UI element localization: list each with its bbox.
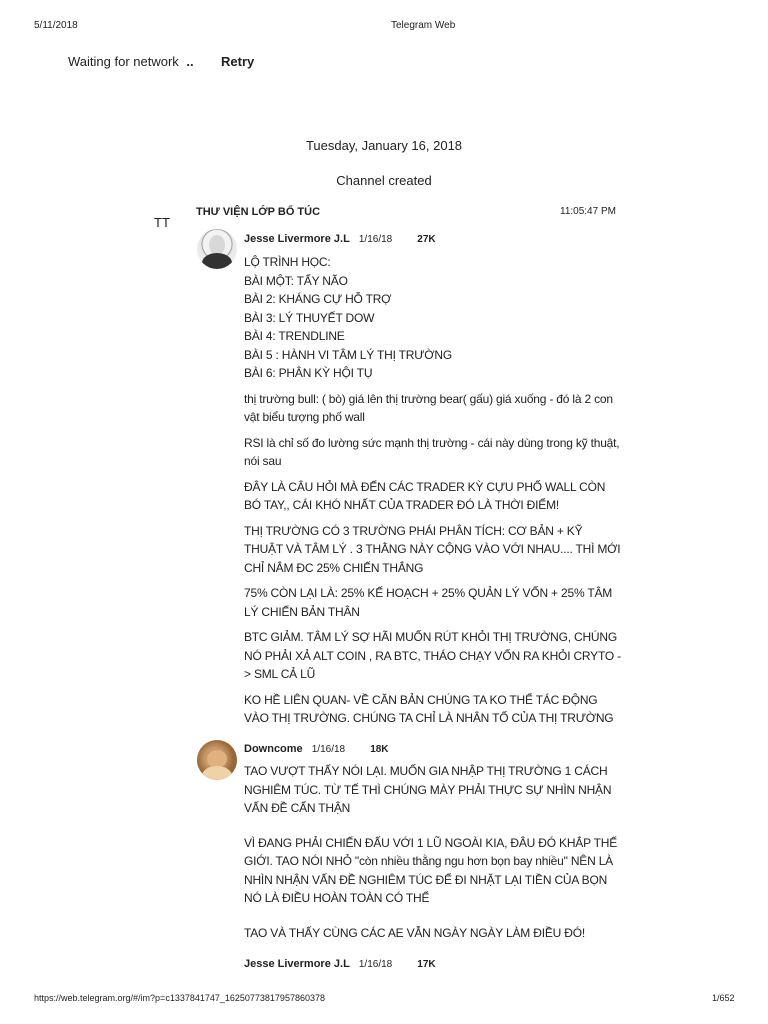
- message-paragraph: VÌ ĐANG PHẢI CHIẾN ĐẤU VỚI 1 LŨ NGOÀI KIA, ĐÂU ĐÓ KHẮP THẾ GIỚI. TAO NÓI NHỎ "còn nhiều thằng ngu hơn bọn bay nhiều" NÊN LÀ NHÌN NHẬN VẤN ĐỀ NGHIÊM TÚC ĐỂ ĐI NHẶT LẠI TIỀN CỦA BỌN NÓ LÀ ĐIỀU HOÀN TOÀN CÓ THỂ: [244, 835, 617, 905]
- portrait-photo-icon: [209, 235, 225, 255]
- message-author[interactable]: Jesse Livermore J.L: [244, 958, 350, 970]
- network-status-dots: ..: [186, 54, 194, 69]
- message-header: [244, 743, 389, 755]
- avatar-body: [202, 766, 232, 780]
- message-line: BÀI 5 : HÀNH VI TÂM LÝ THỊ TRƯỜNG: [244, 347, 452, 362]
- message-views: 18K: [370, 744, 389, 755]
- channel-avatar-initials[interactable]: TT: [154, 215, 170, 230]
- message-line: BÀI 2: KHÁNG CỰ HỖ TRỢ: [244, 292, 392, 306]
- print-title: Telegram Web: [391, 20, 456, 31]
- message-header: [244, 958, 436, 970]
- retry-button[interactable]: Retry: [221, 54, 255, 69]
- message-date: 1/16/18: [358, 234, 393, 245]
- paragraph-gap: [244, 818, 624, 834]
- message-paragraph: RSI là chỉ số đo lường sức mạnh thị trường - cái này dùng trong kỹ thuật, nói sau: [244, 435, 620, 468]
- message-line: BÀI 3: LÝ THUYẾT DOW: [244, 310, 375, 325]
- message-paragraph: THỊ TRƯỜNG CÓ 3 TRƯỜNG PHÁI PHÂN TÍCH: CƠ BẢN + KỸ THUẬT VÀ TÂM LÝ . 3 THẰNG NÀY CỘNG VÀO VỚI NHAU.... THÌ MỚI CHỈ NẮM ĐC 25% CHIẾN THẮNG: [244, 523, 621, 575]
- message-line: BÀI 4: TRENDLINE: [244, 329, 345, 343]
- message-line: BÀI 6: PHÂN KỲ HỘI TỤ: [244, 366, 373, 380]
- channel-name[interactable]: THƯ VIỆN LỚP BỔ TÚC: [196, 206, 321, 218]
- message-paragraph: thị trường bull: ( bò) giá lên thị trường bear( gấu) giá xuống - đó là 2 con vật biểu tượng phố wall: [244, 391, 613, 424]
- message-line: BÀI MỘT: TẨY NÃO: [244, 273, 348, 288]
- avatar-downcome[interactable]: [197, 740, 237, 780]
- day-separator: Tuesday, January 16, 2018: [305, 138, 463, 153]
- print-page-number: 1/652: [712, 993, 735, 1003]
- paragraph-gap: [244, 908, 624, 924]
- message-author[interactable]: Downcome: [244, 743, 303, 755]
- message-paragraph: BTC GIẢM. TÂM LÝ SỢ HÃI MUỐN RÚT KHỎI THỊ TRƯỜNG, CHÚNG NÓ PHẢI XẢ ALT COIN , RA BTC, THÁO CHẠY VỐN RA KHỎI CRYTO -> SML CẢ LŨ: [244, 630, 621, 681]
- message-paragraph: TAO VƯỢT THẤY NÓI LẠI. MUỐN GIA NHẬP THỊ TRƯỜNG 1 CÁCH NGHIÊM TÚC. TỪ TẾ THÌ CHÚNG MÀY PHẢI THỰC SỰ NHÌN NHẬN VẤN ĐỀ CẨN THẬN: [244, 764, 612, 815]
- message-line: LỘ TRÌNH HỌC:: [244, 255, 331, 269]
- avatar-body: [202, 253, 232, 269]
- message-paragraph: KO HỀ LIÊN QUAN- VỀ CĂN BẢN CHÚNG TA KO THỂ TÁC ĐỘNG VÀO THỊ TRƯỜNG. CHÚNG TA CHỈ LÀ NHÂN TỐ CỦA THỊ TRƯỜNG: [244, 692, 614, 725]
- avatar-jesse-livermore[interactable]: [197, 229, 237, 269]
- message-paragraph: TAO VÀ THẤY CÙNG CÁC AE VẪN NGÀY NGÀY LÀM ĐIỀU ĐÓ!: [244, 925, 585, 940]
- message-header: [244, 233, 436, 245]
- message-paragraph: ĐÂY LÀ CÂU HỎI MÀ ĐẾN CÁC TRADER KỲ CỰU PHỐ WALL CÒN BÓ TAY,, CÁI KHÓ NHẤT CỦA TRADER ĐÓ LÀ THỜI ĐIỂM!: [244, 479, 606, 512]
- channel-created-notice: Channel created: [336, 173, 432, 188]
- network-status-text: Waiting for network: [68, 54, 179, 69]
- message-date: 1/16/18: [311, 744, 346, 755]
- message-views: 17K: [417, 959, 436, 970]
- message-author[interactable]: Jesse Livermore J.L: [244, 233, 350, 245]
- message-body: [244, 762, 624, 942]
- network-status: [68, 54, 194, 69]
- print-date: 5/11/2018: [34, 20, 78, 31]
- message-paragraph: 75% CÒN LẠI LÀ: 25% KẾ HOẠCH + 25% QUẢN LÝ VỐN + 25% TÂM LÝ CHIẾN BẢN THÂN: [244, 586, 613, 619]
- message-date: 1/16/18: [358, 959, 393, 970]
- message-views: 27K: [417, 234, 436, 245]
- channel-message-time: 11:05:47 PM: [560, 206, 616, 217]
- message-body: [244, 253, 624, 735]
- print-url: https://web.telegram.org/#/im?p=c1337841747_16250773817957860378: [34, 993, 325, 1003]
